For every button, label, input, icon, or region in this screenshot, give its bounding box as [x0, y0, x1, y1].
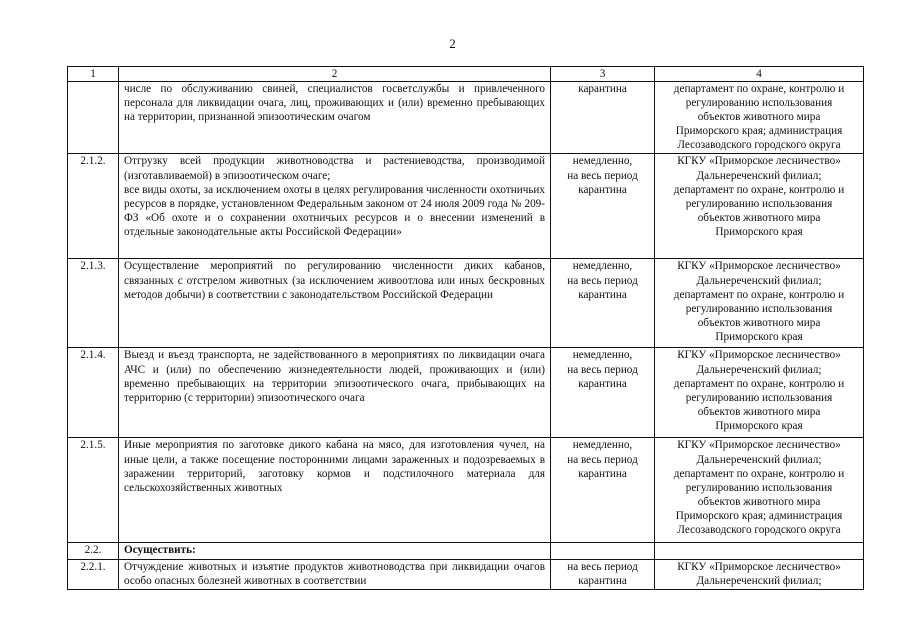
table-row [68, 154, 864, 259]
table-header-row [68, 67, 864, 82]
row-measure-text: Осуществить: [119, 543, 551, 559]
row-measure-text: Осуществление мероприятий по регулированию численности диких кабанов, связанных с отстрелом животных (за исключением живоотлова или иных бескровных методов добычи) в соответствии с законодательством Российской Федерации [119, 259, 551, 348]
column-header-1: 1 [68, 67, 119, 82]
page-number: 2 [449, 36, 456, 51]
row-responsible [655, 543, 864, 559]
row-term: карантина [551, 82, 655, 154]
table-row [68, 438, 864, 543]
row-number: 2.1.5. [68, 438, 119, 543]
table-row [68, 259, 864, 348]
table-row [68, 559, 864, 589]
row-number: 2.2.1. [68, 559, 119, 589]
table-row [68, 82, 864, 154]
column-header-2: 2 [119, 67, 551, 82]
row-responsible: департамент по охране, контролю и регулированию использования объектов животного мира Приморского края; администрация Лесозаводского городского округа [655, 82, 864, 154]
row-term: немедленно, на весь период карантина [551, 259, 655, 348]
column-header-3: 3 [551, 67, 655, 82]
row-number [68, 82, 119, 154]
row-number: 2.1.3. [68, 259, 119, 348]
row-responsible: КГКУ «Приморское лесничество» Дальнереченский филиал; департамент по охране, контролю и регулированию использования объектов животного мира Приморского края [655, 154, 864, 259]
row-measure-text: Отчуждение животных и изъятие продуктов животноводства при ликвидации очагов особо опасных болезней животных в соответствии [119, 559, 551, 589]
row-term: немедленно, на весь период карантина [551, 438, 655, 543]
row-term: немедленно, на весь период карантина [551, 348, 655, 438]
table-row [68, 348, 864, 438]
row-responsible: КГКУ «Приморское лесничество» Дальнереченский филиал; [655, 559, 864, 589]
row-responsible: КГКУ «Приморское лесничество» Дальнереченский филиал; департамент по охране, контролю и регулированию использования объектов животного мира Приморского края [655, 259, 864, 348]
measures-table [67, 66, 864, 590]
column-header-4: 4 [655, 67, 864, 82]
row-responsible: КГКУ «Приморское лесничество» Дальнереченский филиал; департамент по охране, контролю и регулированию использования объектов животного мира Приморского края [655, 348, 864, 438]
table-row [68, 543, 864, 559]
row-measure-text: Иные мероприятия по заготовке дикого кабана на мясо, для изготовления чучел, на иные цели, а также посещение посторонними лицами зараженных и подозреваемых в заражении территорий, заготовку кормов и подстилочного материала для сельскохозяйственных животных [119, 438, 551, 543]
row-measure-text: Выезд и въезд транспорта, не задействованного в мероприятиях по ликвидации очага АЧС и (или) по обеспечению жизнедеятельности людей, проживающих и (или) временно пребывающих на территории эпизоотического очага, прибывающих на территорию (с территории) эпизоотического очага [119, 348, 551, 438]
row-number: 2.2. [68, 543, 119, 559]
row-measure-text: числе по обслуживанию свиней, специалистов госветслужбы и привлеченного персонала для ликвидации очага, лиц, проживающих и (или) временно пребывающих на территории, признанной эпизоотическим очагом [119, 82, 551, 154]
row-term: немедленно, на весь период карантина [551, 154, 655, 259]
row-measure-text: Отгрузку всей продукции животноводства и растениеводства, производимой (изготавливаемой) в эпизоотическом очаге; все виды охоты, за исключением охоты в целях регулирования численности охотничьих ресурсов в порядке, установленном Федеральным законом от 24 июля 2009 года № 209-ФЗ «Об охоте и о сохранении охотничьих ресурсов и о внесении изменений в отдельные законодательные акты Российской Федерации» [119, 154, 551, 259]
row-number: 2.1.4. [68, 348, 119, 438]
row-term [551, 543, 655, 559]
row-responsible: КГКУ «Приморское лесничество» Дальнереченский филиал; департамент по охране, контролю и регулированию использования объектов животного мира Приморского края; администрация Лесозаводского городского округа [655, 438, 864, 543]
row-term: на весь период карантина [551, 559, 655, 589]
row-number: 2.1.2. [68, 154, 119, 259]
